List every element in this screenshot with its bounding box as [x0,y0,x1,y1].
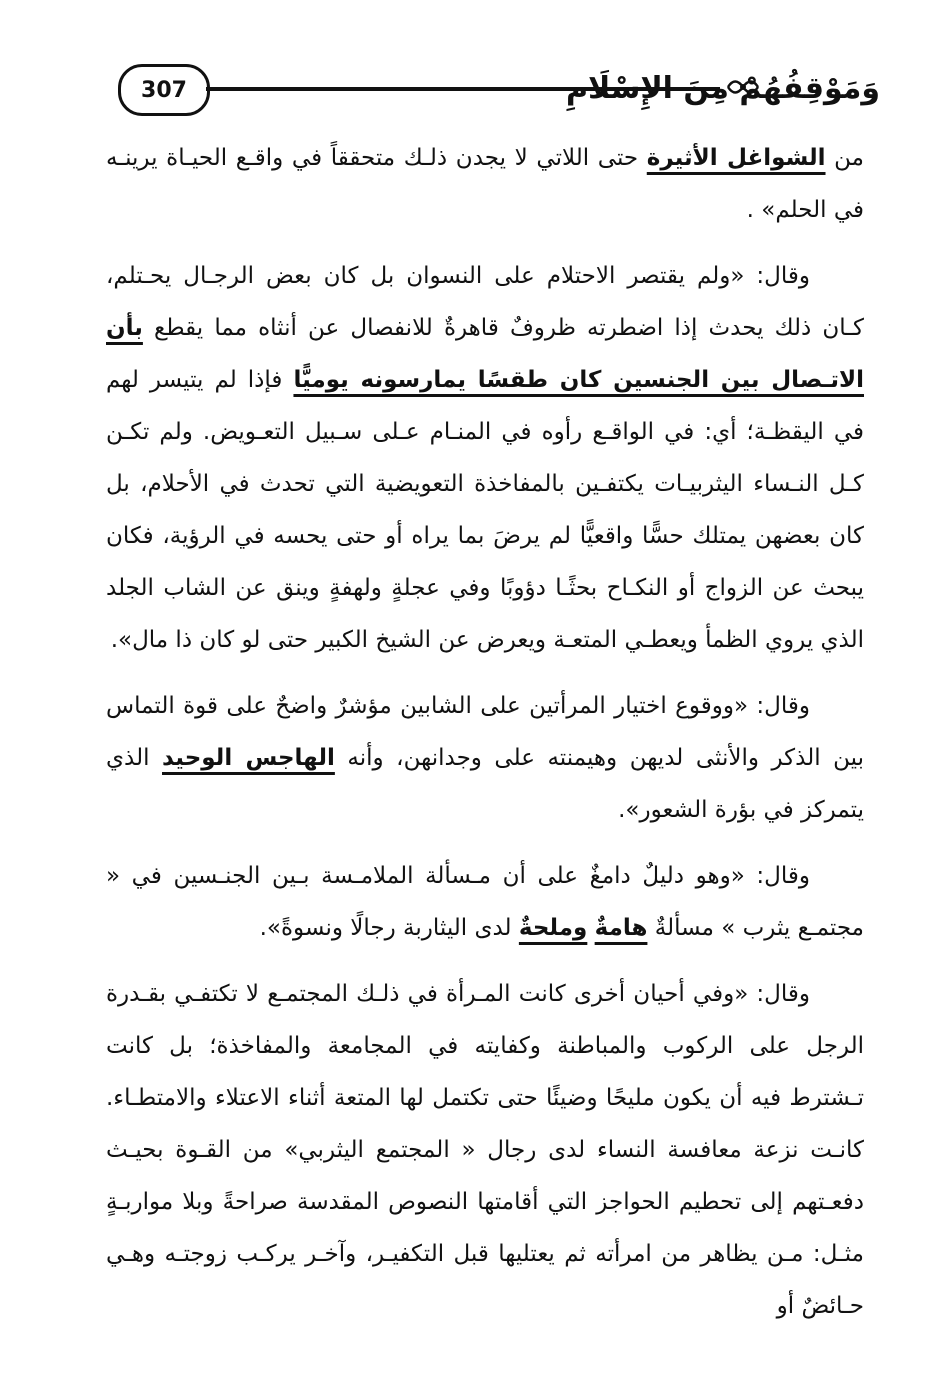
emphasized-phrase: هامةٌ [594,915,648,941]
page-number-badge [118,64,210,116]
paragraph [106,132,864,236]
text-segment: وقال: «وفي أحيان أخرى كانت المـرأة في ذلـك المجتمـع لا تكتفـي بقـدرة الرجل على الركوب والمباطنة وكفايته في المجامعة والمفاخذة؛ بل كانت تـشترط فيه أن يكون مليحًا وضيئًا حتى تكتمل لها المتعة أثناء الاعتلاء والامتطـاء. كانـت نزعة معافسة النساء لدى رجال « المجتمع اليثربي» من القـوة بحيـث دفعـتهم إلى تحطيم الحواجز التي أقامتها النصوص المقدسة صراحةً وبلا مواربـةٍ مثـل: مـن يظاهر من امرأته ثم يعتليها قبل التكفيـر، وآخـر يركـب زوجتـه وهـي حـائضٌ أو [106,981,864,1319]
paragraph [106,680,864,836]
book-title: وَمَوْقِفُهُمْ مِنَ الإِسْلَامِ [566,71,880,106]
emphasized-phrase: وملحةٌ [518,915,588,941]
paragraph [106,250,864,666]
text-segment [587,915,594,941]
text-segment: وقال: «وهو دليلٌ دامغٌ على أن مـسألة الملامـسة بـين الجنـسين في « مجتمـع يثرب » مسألةٌ [106,863,864,941]
text-segment: فإذا لم يتيسر لهم في اليقظـة؛ أي: في الواقـع رأوه في المنـام عـلى سـبيل التعـويض. ولم تكـن كـل النـساء اليثربيـات يكتفـين بالمفاخذة التعويضية التي تحدث في الأحلام، بل كان بعضهن يمتلك حسًّا واقعيًّا لم يرضَ بما يراه أو حتى يحسه في الرؤية، فكان يبحث عن الزواج أو النكـاح بحثًـا دؤوبًا وفي عجلةٍ ولهفةٍ وينق عن الشاب الجلد الذي يروي الظمأ ويعطـي المتعـة ويعرض عن الشيخ الكبير حتى لو كان ذا مال». [106,367,864,653]
body-text [106,132,864,1332]
text-segment: حتى اللاتي لا يجدن ذلـك متحققاً في واقـع الحيـاة يرينـه في الحلم» . [106,145,864,223]
paragraph [106,850,864,954]
text-segment: الذي يتمركز في بؤرة الشعور». [106,745,864,823]
emphasized-phrase: بأن الاتـصال بين الجنسين كان طقسًا يمارسونه يوميًّا [106,315,864,393]
text-segment: وقال: «ووقوع اختيار المرأتين على الشابين مؤشرٌ واضحٌ على قوة التماس بين الذكر والأنثى لديهن وهيمنته على وجدانهن، وأنه [106,693,864,771]
text-segment: لدى اليثاربة رجالًا ونسوةً». [259,915,519,941]
paragraph [106,968,864,1332]
emphasized-phrase: الهاجس الوحيد [162,745,335,771]
page-number: 307 [141,77,187,103]
page-header [100,60,880,122]
emphasized-phrase: الشواغل الأثيرة [646,145,826,171]
text-segment: وقال: «ولم يقتصر الاحتلام على النسوان بل كان بعض الرجـال يحـتلم، كـان ذلك يحدث إذا اضطرته ظروفٌ قاهرةٌ للانفصال عن أنثاه مما يقطع [106,263,864,341]
text-segment: من [825,145,864,171]
